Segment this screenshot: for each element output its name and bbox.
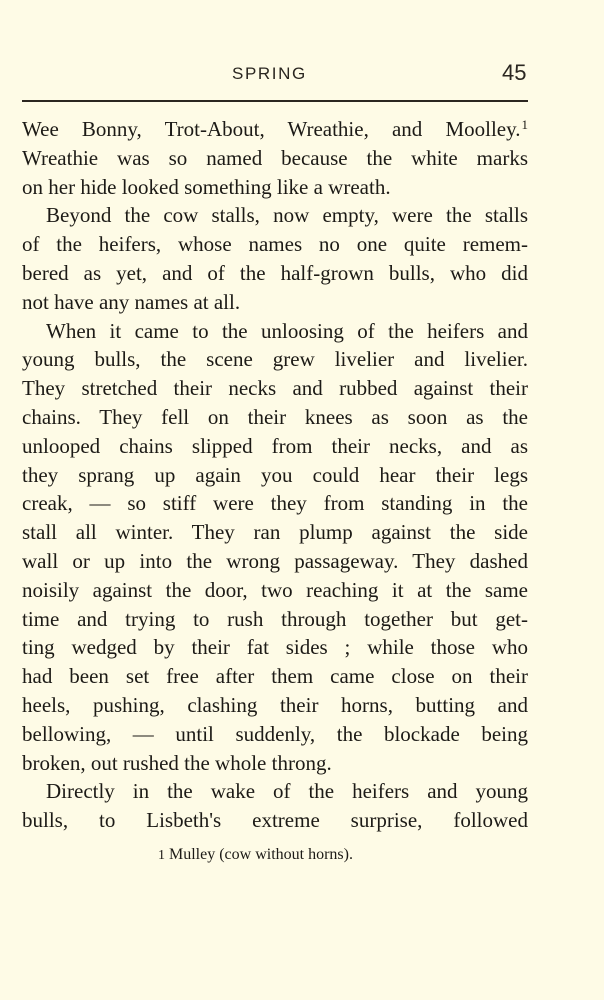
footnote-text: Mulley (cow without horns). xyxy=(169,846,353,863)
text-line: stall all winter. They ran plump against the side xyxy=(22,520,528,545)
text-line: wall or up into the wrong passageway. They dashed xyxy=(22,548,528,573)
text-line: heels, pushing, clashing their horns, butting and xyxy=(22,692,528,717)
footnote-reference: 1 xyxy=(521,117,528,132)
text-line: broken, out rushed the whole throng. xyxy=(22,750,332,775)
text-line: creak, — so stiff were they from standing in the xyxy=(22,491,528,516)
text-line: Wee Bonny, Trot-About, Wreathie, and Moolley.$^1$ xyxy=(22,117,528,141)
running-head: SPRING xyxy=(232,64,307,83)
text-line: on her hide looked something like a wreath. xyxy=(22,174,391,199)
text-line: they sprang up again you could hear their legs xyxy=(22,462,528,487)
text-line: noisily against the door, two reaching it at the same xyxy=(22,577,528,602)
text-line: not have any names at all. xyxy=(22,289,241,314)
footnote-marker: 1 xyxy=(158,848,165,863)
body-text xyxy=(22,115,528,835)
footnote xyxy=(158,846,353,864)
text-line: Beyond the cow stalls, now empty, were the stalls xyxy=(46,203,528,228)
text-line: ting wedged by their fat sides ; while those who xyxy=(22,635,528,660)
text-line: bered as yet, and of the half-grown bulls, who did xyxy=(22,260,528,285)
text-line: Wreathie was so named because the white marks xyxy=(22,145,528,170)
text-line: time and trying to rush through together but get- xyxy=(22,606,528,631)
text-line: young bulls, the scene grew livelier and livelier. xyxy=(22,347,528,372)
text-line: unlooped chains slipped from their necks, and as xyxy=(22,433,528,458)
text-line: chains. They fell on their knees as soon as the xyxy=(22,404,528,429)
page-number: 45 xyxy=(502,60,527,85)
page-header xyxy=(0,60,604,92)
text-line: bulls, to Lisbeth's extreme surprise, followed xyxy=(22,808,528,833)
text-line: When it came to the unloosing of the heifers and xyxy=(46,318,528,343)
text-line: bellowing, — until suddenly, the blockade being xyxy=(22,721,528,746)
text-line: They stretched their necks and rubbed against their xyxy=(22,376,528,401)
header-rule xyxy=(22,100,528,102)
text-line: of the heifers, whose names no one quite remem- xyxy=(22,232,528,257)
text-line: had been set free after them came close on their xyxy=(22,664,528,689)
text-line: Directly in the wake of the heifers and young xyxy=(46,779,528,804)
